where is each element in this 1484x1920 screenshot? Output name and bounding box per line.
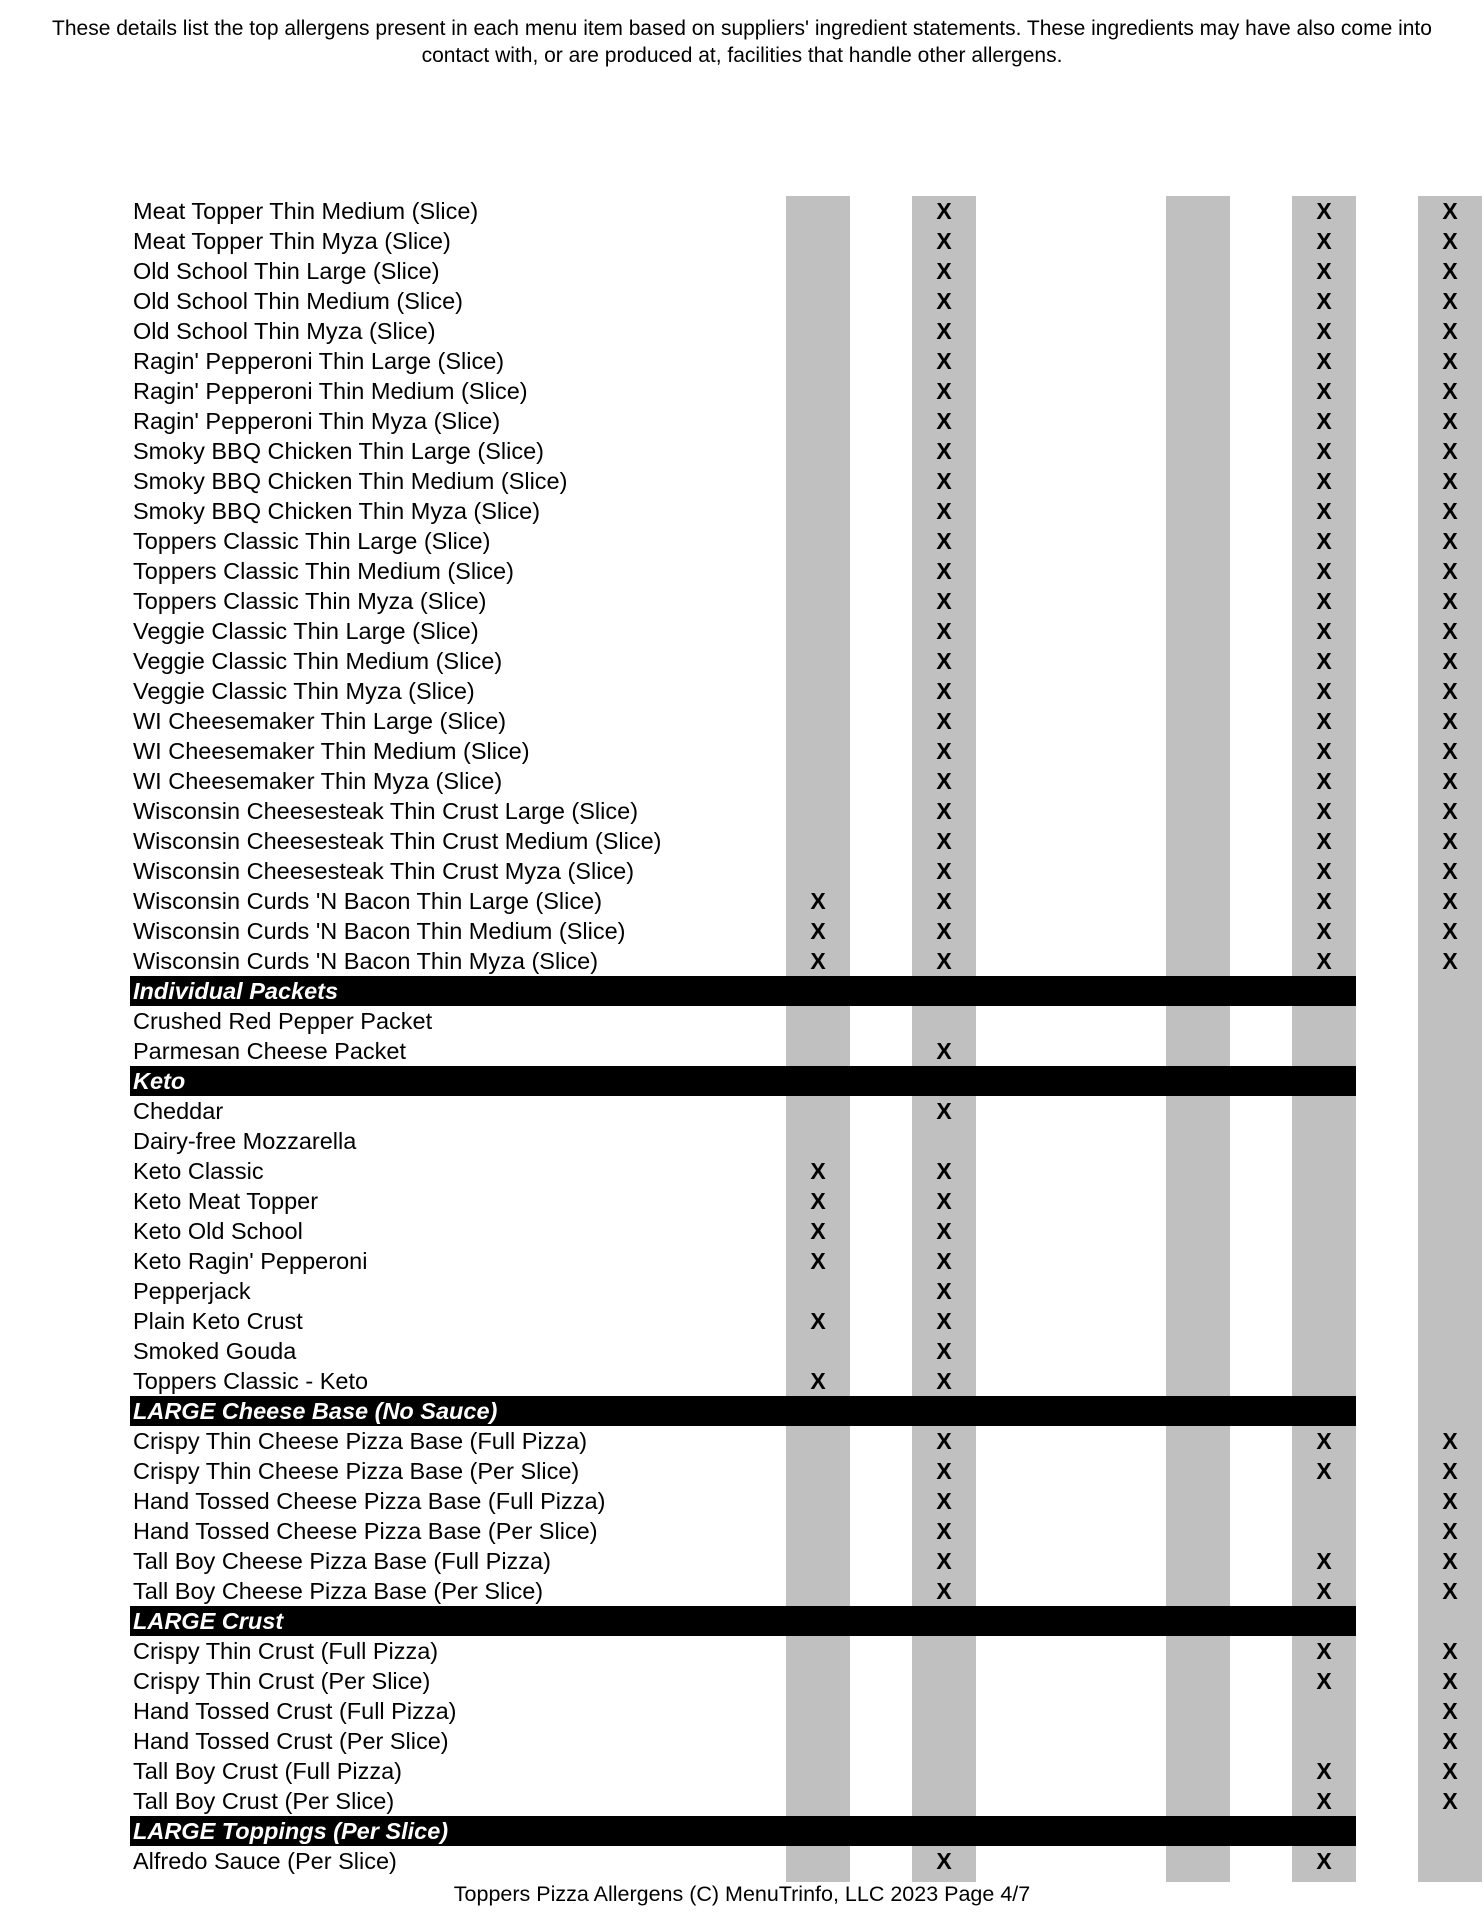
allergen-mark: X xyxy=(936,1488,952,1514)
allergen-mark: X xyxy=(1316,468,1332,494)
menu-item-name: Wisconsin Curds 'N Bacon Thin Large (Slice) xyxy=(133,888,603,914)
allergen-mark: X xyxy=(936,348,952,374)
menu-item-name: Old School Thin Large (Slice) xyxy=(133,258,440,284)
table-row xyxy=(130,736,1458,766)
menu-item-name: Meat Topper Thin Medium (Slice) xyxy=(133,198,479,224)
menu-item-name: Dairy-free Mozzarella xyxy=(133,1128,357,1154)
table-row xyxy=(130,1216,1356,1246)
allergen-mark: X xyxy=(1442,768,1458,794)
allergen-mark: X xyxy=(936,1548,952,1574)
table-row xyxy=(130,1096,1356,1126)
table-row xyxy=(130,1366,1356,1396)
allergen-mark: X xyxy=(936,798,952,824)
allergen-mark: X xyxy=(936,1458,952,1484)
menu-item-name: Veggie Classic Thin Myza (Slice) xyxy=(133,678,475,704)
allergen-mark: X xyxy=(810,1188,826,1214)
table-row xyxy=(130,1456,1458,1486)
page-footer: Toppers Pizza Allergens (C) MenuTrinfo, LLC 2023 Page 4/7 xyxy=(453,1882,1031,1906)
allergen-mark: X xyxy=(1442,228,1458,254)
allergen-mark: X xyxy=(936,1188,952,1214)
table-row xyxy=(130,1786,1458,1816)
allergen-mark: X xyxy=(1316,918,1332,944)
allergen-mark: X xyxy=(936,1218,952,1244)
table-row xyxy=(130,646,1458,676)
allergen-mark: X xyxy=(936,888,952,914)
section-title: LARGE Cheese Base (No Sauce) xyxy=(133,1398,498,1424)
allergen-mark: X xyxy=(1442,1728,1458,1754)
allergen-mark: X xyxy=(936,288,952,314)
allergen-mark: X xyxy=(1316,768,1332,794)
table-row xyxy=(130,1426,1458,1456)
table-row xyxy=(130,856,1458,886)
section-title: LARGE Crust xyxy=(133,1608,284,1634)
menu-item-name: Old School Thin Myza (Slice) xyxy=(133,318,436,344)
allergen-mark: X xyxy=(1442,798,1458,824)
menu-item-name: Wisconsin Curds 'N Bacon Thin Myza (Slice) xyxy=(133,948,599,974)
allergen-mark: X xyxy=(1316,1578,1332,1604)
section-title: Keto xyxy=(133,1068,186,1094)
table-row xyxy=(130,226,1458,256)
menu-item-name: Tall Boy Crust (Full Pizza) xyxy=(133,1758,402,1784)
allergen-mark: X xyxy=(1442,258,1458,284)
menu-item-name: Smoked Gouda xyxy=(133,1338,297,1364)
menu-item-name: Plain Keto Crust xyxy=(133,1308,303,1334)
allergen-mark: X xyxy=(1442,198,1458,224)
allergen-mark: X xyxy=(1316,498,1332,524)
allergen-mark: X xyxy=(1316,618,1332,644)
section-header xyxy=(130,1066,1356,1096)
allergen-mark: X xyxy=(1316,1548,1332,1574)
allergen-mark: X xyxy=(936,648,952,674)
menu-item-name: Veggie Classic Thin Medium (Slice) xyxy=(133,648,503,674)
allergen-mark: X xyxy=(1316,1668,1332,1694)
allergen-mark: X xyxy=(936,1578,952,1604)
allergen-mark: X xyxy=(936,858,952,884)
menu-item-name: Ragin' Pepperoni Thin Large (Slice) xyxy=(133,348,505,374)
allergen-mark: X xyxy=(1442,378,1458,404)
allergen-mark: X xyxy=(936,408,952,434)
allergen-mark: X xyxy=(936,1158,952,1184)
allergen-mark: X xyxy=(936,1338,952,1364)
section-header xyxy=(130,976,1356,1006)
menu-item-name: Toppers Classic Thin Medium (Slice) xyxy=(133,558,514,584)
table-row xyxy=(130,316,1458,346)
menu-item-name: Toppers Classic Thin Myza (Slice) xyxy=(133,588,487,614)
menu-item-name: Wisconsin Cheesesteak Thin Crust Large (Slice) xyxy=(133,798,639,824)
allergen-mark: X xyxy=(1442,1488,1458,1514)
allergen-mark: X xyxy=(1316,798,1332,824)
allergen-mark: X xyxy=(1442,438,1458,464)
allergen-mark: X xyxy=(1442,1758,1458,1784)
allergen-mark: X xyxy=(1316,228,1332,254)
allergen-mark: X xyxy=(936,618,952,644)
table-row xyxy=(130,916,1458,946)
allergen-mark: X xyxy=(936,318,952,344)
allergen-mark: X xyxy=(936,1248,952,1274)
allergen-mark: X xyxy=(1442,648,1458,674)
allergen-mark: X xyxy=(1316,528,1332,554)
menu-item-name: Toppers Classic Thin Large (Slice) xyxy=(133,528,491,554)
table-row xyxy=(130,526,1458,556)
table-row xyxy=(130,406,1458,436)
menu-item-name: Wisconsin Cheesesteak Thin Crust Myza (Slice) xyxy=(133,858,635,884)
allergen-mark: X xyxy=(1442,1548,1458,1574)
table-row xyxy=(130,1756,1458,1786)
allergen-mark: X xyxy=(936,1518,952,1544)
allergen-mark: X xyxy=(936,228,952,254)
table-row xyxy=(130,706,1458,736)
allergen-mark: X xyxy=(936,378,952,404)
allergen-mark: X xyxy=(1316,318,1332,344)
allergen-mark: X xyxy=(1316,1848,1332,1874)
menu-item-name: Hand Tossed Cheese Pizza Base (Per Slice) xyxy=(133,1518,598,1544)
section-title: Individual Packets xyxy=(133,978,339,1004)
table-row xyxy=(130,1666,1458,1696)
table-row xyxy=(130,826,1458,856)
allergen-mark: X xyxy=(1442,1458,1458,1484)
menu-item-name: Pepperjack xyxy=(133,1278,251,1304)
allergen-mark: X xyxy=(1316,738,1332,764)
allergen-mark: X xyxy=(1316,648,1332,674)
table-row xyxy=(130,676,1458,706)
menu-item-name: Hand Tossed Crust (Per Slice) xyxy=(133,1728,449,1754)
menu-item-name: Keto Old School xyxy=(133,1218,303,1244)
table-row xyxy=(130,1486,1458,1516)
menu-item-name: Tall Boy Cheese Pizza Base (Full Pizza) xyxy=(133,1548,551,1574)
table-row xyxy=(130,496,1458,526)
allergen-mark: X xyxy=(1442,1698,1458,1724)
allergen-mark: X xyxy=(936,1038,952,1064)
allergen-mark: X xyxy=(936,198,952,224)
table-row xyxy=(130,1276,1356,1306)
table-row xyxy=(130,556,1458,586)
menu-item-name: Crispy Thin Cheese Pizza Base (Per Slice) xyxy=(133,1458,580,1484)
allergen-mark: X xyxy=(1442,828,1458,854)
allergen-mark: X xyxy=(1316,198,1332,224)
menu-item-name: Ragin' Pepperoni Thin Myza (Slice) xyxy=(133,408,501,434)
allergen-mark: X xyxy=(936,1098,952,1124)
table-row xyxy=(130,1576,1458,1606)
allergen-mark: X xyxy=(1442,618,1458,644)
allergen-mark: X xyxy=(1442,1428,1458,1454)
allergen-mark: X xyxy=(936,708,952,734)
table-row xyxy=(130,1156,1356,1186)
allergen-mark: X xyxy=(936,468,952,494)
table-row xyxy=(130,586,1458,616)
table-body xyxy=(130,196,1458,1876)
allergen-mark: X xyxy=(810,918,826,944)
allergen-table xyxy=(130,196,1458,1876)
allergen-mark: X xyxy=(1442,858,1458,884)
table-row xyxy=(130,1126,1356,1156)
menu-item-name: Hand Tossed Cheese Pizza Base (Full Pizza) xyxy=(133,1488,606,1514)
allergen-mark: X xyxy=(1316,858,1332,884)
menu-item-name: Old School Thin Medium (Slice) xyxy=(133,288,463,314)
allergen-mark: X xyxy=(1442,588,1458,614)
table-row xyxy=(130,346,1458,376)
allergen-mark: X xyxy=(1442,1518,1458,1544)
allergen-mark: X xyxy=(936,1368,952,1394)
allergen-mark: X xyxy=(1316,438,1332,464)
allergen-mark: X xyxy=(1316,1458,1332,1484)
table-row xyxy=(130,616,1458,646)
allergen-mark: X xyxy=(810,1158,826,1184)
allergen-mark: X xyxy=(810,1248,826,1274)
allergen-mark: X xyxy=(936,1848,952,1874)
table-row xyxy=(130,436,1458,466)
table-row xyxy=(130,1036,1356,1066)
table-row xyxy=(130,1186,1356,1216)
table-row xyxy=(130,1846,1356,1876)
table-row xyxy=(130,1696,1458,1726)
allergen-mark: X xyxy=(1442,708,1458,734)
menu-item-name: Crispy Thin Crust (Full Pizza) xyxy=(133,1638,439,1664)
menu-item-name: WI Cheesemaker Thin Large (Slice) xyxy=(133,708,507,734)
allergen-mark: X xyxy=(1442,918,1458,944)
table-row xyxy=(130,1516,1458,1546)
allergen-mark: X xyxy=(1442,408,1458,434)
table-row xyxy=(130,376,1458,406)
allergen-mark: X xyxy=(1316,1758,1332,1784)
allergen-mark: X xyxy=(936,588,952,614)
table-row xyxy=(130,196,1458,226)
allergen-mark: X xyxy=(936,768,952,794)
allergen-mark: X xyxy=(1442,318,1458,344)
allergen-mark: X xyxy=(810,1218,826,1244)
allergen-mark: X xyxy=(1442,558,1458,584)
table-row xyxy=(130,1546,1458,1576)
menu-item-name: Crispy Thin Crust (Per Slice) xyxy=(133,1668,431,1694)
allergen-mark: X xyxy=(1442,528,1458,554)
menu-item-name: Smoky BBQ Chicken Thin Large (Slice) xyxy=(133,438,544,464)
allergen-mark: X xyxy=(1316,948,1332,974)
menu-item-name: WI Cheesemaker Thin Medium (Slice) xyxy=(133,738,530,764)
menu-item-name: Wisconsin Cheesesteak Thin Crust Medium (Slice) xyxy=(133,828,662,854)
allergen-mark: X xyxy=(1316,828,1332,854)
menu-item-name: Keto Classic xyxy=(133,1158,264,1184)
menu-item-name: Crispy Thin Cheese Pizza Base (Full Pizza) xyxy=(133,1428,588,1454)
allergen-mark: X xyxy=(810,948,826,974)
allergen-mark: X xyxy=(1442,888,1458,914)
allergen-mark: X xyxy=(936,1308,952,1334)
menu-item-name: Keto Ragin' Pepperoni xyxy=(133,1248,368,1274)
section-header xyxy=(130,1396,1356,1426)
allergen-mark: X xyxy=(936,528,952,554)
allergen-mark: X xyxy=(1442,1788,1458,1814)
allergen-mark: X xyxy=(936,828,952,854)
menu-item-name: Tall Boy Crust (Per Slice) xyxy=(133,1788,395,1814)
allergen-mark: X xyxy=(810,1368,826,1394)
allergen-mark: X xyxy=(1442,468,1458,494)
allergen-mark: X xyxy=(1316,378,1332,404)
allergen-mark: X xyxy=(936,258,952,284)
table-row xyxy=(130,1246,1356,1276)
allergen-mark: X xyxy=(1442,348,1458,374)
table-row xyxy=(130,1726,1458,1756)
allergen-mark: X xyxy=(1442,288,1458,314)
menu-item-name: Cheddar xyxy=(133,1098,224,1124)
allergen-mark: X xyxy=(1316,888,1332,914)
menu-item-name: WI Cheesemaker Thin Myza (Slice) xyxy=(133,768,503,794)
allergen-mark: X xyxy=(1442,1638,1458,1664)
allergen-mark: X xyxy=(936,918,952,944)
table-row xyxy=(130,466,1458,496)
allergen-mark: X xyxy=(1316,708,1332,734)
menu-item-name: Alfredo Sauce (Per Slice) xyxy=(133,1848,397,1874)
table-row xyxy=(130,1336,1356,1366)
menu-item-name: Veggie Classic Thin Large (Slice) xyxy=(133,618,479,644)
table-row xyxy=(130,886,1458,916)
allergen-mark: X xyxy=(936,498,952,524)
allergen-mark: X xyxy=(936,678,952,704)
menu-item-name: Smoky BBQ Chicken Thin Myza (Slice) xyxy=(133,498,541,524)
menu-item-name: Wisconsin Curds 'N Bacon Thin Medium (Slice) xyxy=(133,918,626,944)
allergen-mark: X xyxy=(1316,348,1332,374)
menu-item-name: Crushed Red Pepper Packet xyxy=(133,1008,433,1034)
allergen-mark: X xyxy=(810,1308,826,1334)
allergen-mark: X xyxy=(1442,1668,1458,1694)
table-row xyxy=(130,286,1458,316)
allergen-mark: X xyxy=(1442,948,1458,974)
allergen-mark: X xyxy=(1316,1428,1332,1454)
allergen-mark: X xyxy=(936,948,952,974)
menu-item-name: Toppers Classic - Keto xyxy=(133,1368,369,1394)
menu-item-name: Meat Topper Thin Myza (Slice) xyxy=(133,228,451,254)
menu-item-name: Hand Tossed Crust (Full Pizza) xyxy=(133,1698,457,1724)
menu-item-name: Smoky BBQ Chicken Thin Medium (Slice) xyxy=(133,468,568,494)
allergen-mark: X xyxy=(1316,558,1332,584)
allergen-mark: X xyxy=(810,888,826,914)
allergen-mark: X xyxy=(1316,588,1332,614)
menu-item-name: Ragin' Pepperoni Thin Medium (Slice) xyxy=(133,378,528,404)
allergen-mark: X xyxy=(1316,288,1332,314)
menu-item-name: Parmesan Cheese Packet xyxy=(133,1038,407,1064)
section-header xyxy=(130,1816,1356,1846)
section-title: LARGE Toppings (Per Slice) xyxy=(133,1818,449,1844)
table-row xyxy=(130,946,1458,976)
section-header xyxy=(130,1606,1356,1636)
disclaimer-text: These details list the top allergens present in each menu item based on suppliers' ingredient statements. These ingredients may have also come into contact with, or are produced at, facilities that handle other allergens. xyxy=(52,17,1432,67)
allergen-mark: X xyxy=(1316,258,1332,284)
allergen-mark: X xyxy=(936,1278,952,1304)
allergen-mark: X xyxy=(936,1428,952,1454)
table-row xyxy=(130,1006,1356,1036)
menu-item-name: Keto Meat Topper xyxy=(133,1188,319,1214)
allergen-mark: X xyxy=(1442,738,1458,764)
allergen-mark: X xyxy=(1442,1578,1458,1604)
menu-item-name: Tall Boy Cheese Pizza Base (Per Slice) xyxy=(133,1578,544,1604)
table-row xyxy=(130,766,1458,796)
allergen-mark: X xyxy=(1316,678,1332,704)
allergen-mark: X xyxy=(1442,498,1458,524)
allergen-mark: X xyxy=(1316,1788,1332,1814)
allergen-mark: X xyxy=(936,438,952,464)
table-row xyxy=(130,1636,1458,1666)
table-row xyxy=(130,796,1458,826)
allergen-mark: X xyxy=(936,558,952,584)
allergen-mark: X xyxy=(1316,1638,1332,1664)
allergen-mark: X xyxy=(1442,678,1458,704)
allergen-mark: X xyxy=(936,738,952,764)
allergen-mark: X xyxy=(1316,408,1332,434)
table-row xyxy=(130,1306,1356,1336)
table-row xyxy=(130,256,1458,286)
